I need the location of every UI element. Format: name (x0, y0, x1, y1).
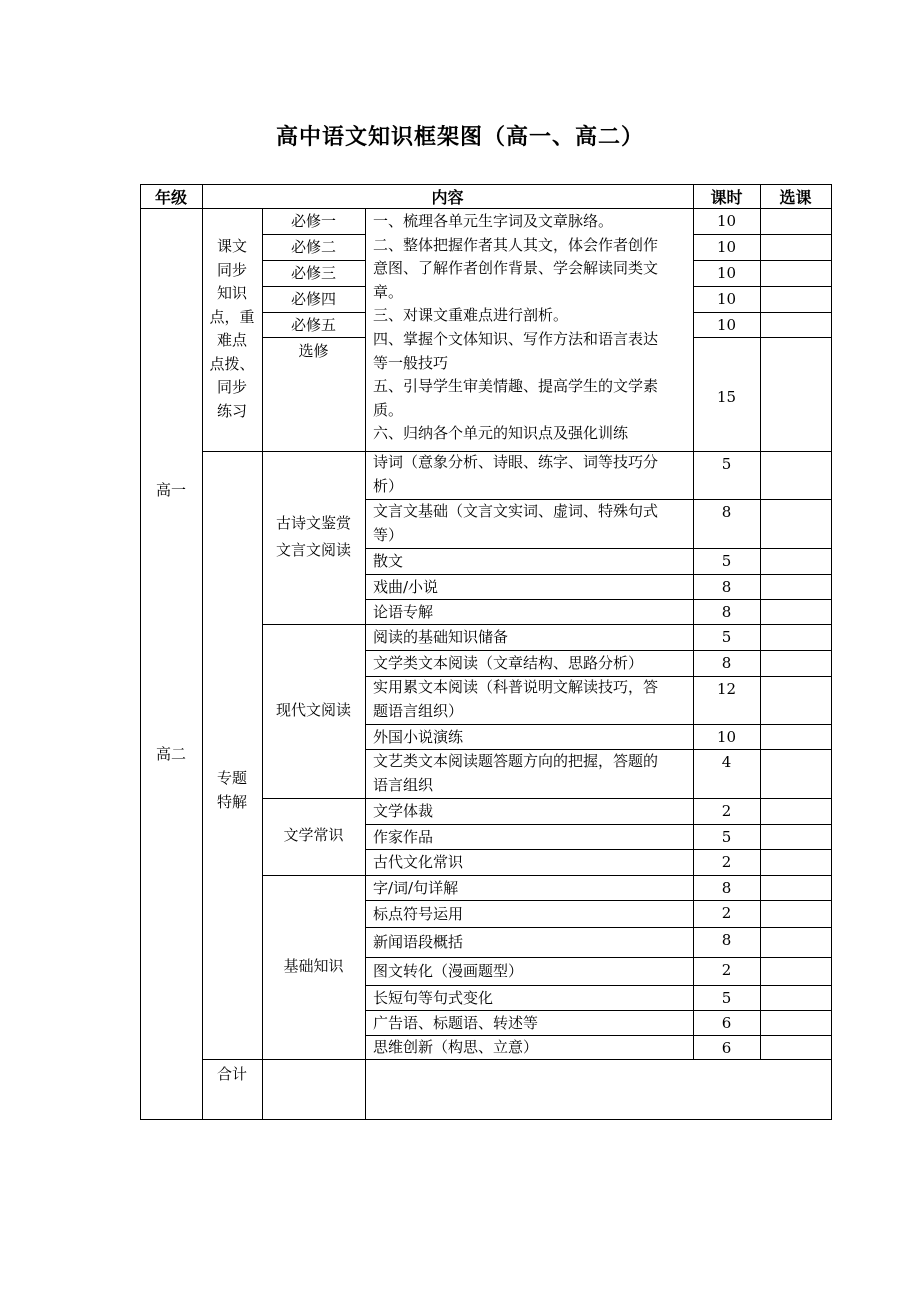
sync-category-label: 点拨、 (209, 354, 255, 373)
hours-value: 8 (721, 654, 732, 672)
elective-column-border (760, 184, 761, 1059)
grade-label: 高一 (155, 481, 186, 499)
module-label: 必修五 (290, 316, 336, 334)
table-right-border (831, 184, 832, 1120)
hours-value: 4 (721, 753, 732, 771)
item-row-border (365, 824, 832, 825)
item-text: 析） (373, 477, 404, 495)
hours-value: 8 (721, 503, 732, 521)
hours-value: 2 (721, 853, 732, 871)
module-label: 必修三 (290, 264, 336, 282)
item-text: 广告语、标题语、转述等 (373, 1013, 539, 1032)
sync-description-line: 等一般技巧 (373, 353, 449, 372)
table-left-border (140, 184, 141, 1120)
group-label: 现代文阅读 (275, 700, 351, 719)
module-label: 必修二 (290, 238, 336, 256)
item-text: 作家作品 (373, 827, 434, 846)
item-text: 思维创新（构思、立意） (373, 1038, 539, 1056)
hours-value: 10 (716, 238, 737, 256)
sync-category-label: 难点 (216, 331, 247, 349)
special-category-label: 特解 (216, 793, 247, 811)
module-label: 必修一 (290, 212, 336, 230)
hours-value: 10 (716, 290, 737, 308)
sync-description-line: 一、梳理各单元生字词及文章脉络。 (373, 212, 614, 230)
header-grade: 年级 (154, 188, 187, 207)
item-text: 实用累文本阅读（科普说明文解读技巧，答 (373, 678, 659, 696)
group-label: 古诗文鉴赏 (275, 513, 351, 532)
hours-value: 5 (721, 989, 732, 1007)
item-row-border (365, 599, 832, 600)
item-text: 题语言组织） (373, 702, 464, 720)
item-text: 文学类文本阅读（文章结构、思路分析） (373, 654, 644, 672)
sync-category-label: 练习 (216, 401, 247, 420)
hours-value: 10 (716, 316, 737, 334)
header-hours: 课时 (710, 188, 743, 207)
item-text: 戏曲/小说 (373, 577, 439, 596)
sync-description-line: 质。 (373, 400, 404, 419)
sync-category-label: 知识 (216, 284, 247, 302)
item-text: 标点符号运用 (373, 904, 464, 923)
sync-description-line: 四、掌握个文体知识、写作方法和语言表达 (373, 330, 659, 348)
item-row-border (365, 798, 832, 799)
item-text: 论语专解 (373, 602, 434, 621)
hours-value: 8 (721, 603, 732, 621)
hours-value: 2 (721, 904, 732, 922)
item-row-border (365, 927, 832, 928)
item-text: 等） (373, 525, 404, 544)
item-text: 语言组织 (373, 775, 434, 794)
sync-description-line: 意图、了解作者创作背景、学会解读同类文 (373, 259, 659, 278)
hours-value: 8 (721, 931, 732, 949)
sync-category-label: 点，重 (209, 307, 255, 326)
group-border (262, 875, 365, 876)
item-text: 古代文化常识 (373, 853, 464, 871)
item-text: 文学体裁 (373, 802, 434, 820)
hours-value: 2 (721, 961, 732, 979)
header-content: 内容 (431, 188, 464, 207)
header-elective: 选课 (779, 188, 812, 207)
item-text: 字/词/句详解 (373, 878, 459, 897)
module-label: 选修 (298, 342, 329, 360)
hours-value: 6 (721, 1039, 732, 1057)
hours-value: 10 (716, 728, 737, 746)
sync-description-line: 三、对课文重难点进行剖析。 (373, 306, 569, 325)
hours-row-border (693, 337, 832, 338)
module-row-border (262, 337, 365, 338)
sync-category-label: 同步 (216, 260, 247, 279)
group-label: 基础知识 (283, 956, 344, 975)
hours-value: 10 (716, 212, 737, 230)
item-text: 长短句等句式变化 (373, 988, 494, 1007)
item-row-border (365, 548, 832, 549)
item-text: 新闻语段概括 (373, 933, 464, 951)
item-text: 外国小说演练 (373, 727, 464, 746)
hours-value: 8 (721, 578, 732, 596)
page-title: 高中语文知识框架图（高一、高二） (275, 125, 644, 150)
hours-value: 6 (721, 1014, 732, 1032)
total-label: 合计 (216, 1065, 247, 1083)
hours-value: 8 (721, 879, 732, 897)
group-border (262, 624, 365, 625)
hours-value: 15 (716, 388, 737, 406)
hours-value: 5 (721, 828, 732, 846)
table-top-border (140, 184, 832, 185)
hours-value: 5 (721, 628, 732, 646)
hours-value: 12 (716, 680, 737, 698)
special-category-label: 专题 (216, 769, 247, 787)
item-text: 文言文基础（文言文实词、虚词、特殊句式 (373, 501, 659, 520)
item-row-border (365, 957, 832, 958)
sync-description-line: 二、整体把握作者其人其文，体会作者创作 (373, 235, 659, 254)
grade-label: 高二 (155, 745, 186, 763)
hours-value: 5 (721, 455, 732, 473)
sync-category-label: 同步 (216, 378, 247, 396)
group-border (262, 798, 365, 799)
sync-description-line: 五、引导学生审美情趣、提高学生的文学素 (373, 377, 659, 396)
group-label: 文学常识 (283, 826, 344, 844)
table-bottom-border (140, 1119, 832, 1120)
item-text: 图文转化（漫画题型） (373, 962, 524, 980)
module-column-border (365, 208, 366, 1119)
sync-description-line: 六、归纳各个单元的知识点及强化训练 (373, 424, 629, 443)
hours-value: 2 (721, 802, 732, 820)
item-text: 文艺类文本阅读题答题方向的把握，答题的 (373, 751, 659, 770)
sync-category-label: 课文 (216, 237, 247, 255)
sync-description-line: 章。 (373, 282, 404, 301)
group-label: 文言文阅读 (275, 540, 351, 559)
item-text: 诗词（意象分析、诗眼、练字、词等技巧分 (373, 453, 659, 471)
item-text: 散文 (373, 552, 404, 570)
hours-value: 5 (721, 552, 732, 570)
item-text: 阅读的基础知识储备 (373, 628, 509, 646)
hours-value: 10 (716, 264, 737, 282)
module-label: 必修四 (290, 290, 336, 308)
